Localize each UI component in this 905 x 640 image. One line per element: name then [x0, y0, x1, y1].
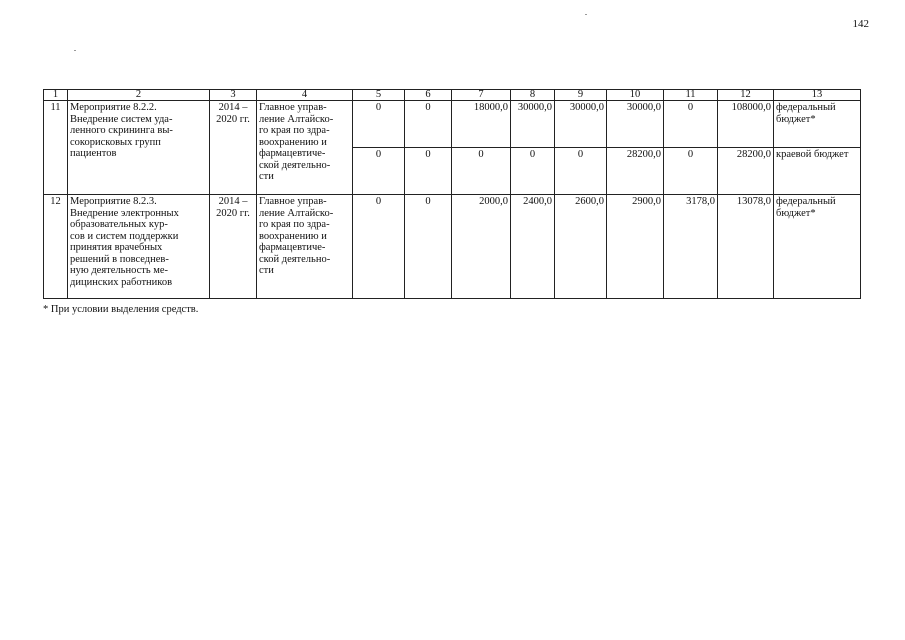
value-col-11: 0	[664, 101, 718, 148]
funding-source-line: федеральный	[776, 196, 836, 207]
value-col-6: 0	[405, 148, 452, 195]
column-number: 7	[452, 90, 511, 101]
column-number: 2	[68, 90, 210, 101]
row-number: 12	[44, 195, 68, 299]
executor-line: ской деятельно-	[259, 253, 331, 265]
funding-source	[774, 101, 861, 148]
measure-description	[68, 195, 210, 299]
value-col-5: 0	[353, 148, 405, 195]
value-col-12: 28200,0	[718, 148, 774, 195]
executor-line: ской деятельно-	[259, 159, 331, 171]
column-number: 9	[555, 90, 607, 101]
funding-source-line: краевой бюджет	[776, 149, 849, 160]
measure-line: Внедрение электронных	[70, 207, 179, 219]
value-col-11: 3178,0	[664, 195, 718, 299]
measure-line: решений в повседнев-	[70, 253, 169, 265]
measure-line: пациентов	[70, 148, 117, 159]
column-number-row	[44, 90, 861, 101]
executor-line: ление Алтайско-	[259, 113, 334, 125]
scan-speck	[585, 14, 587, 15]
value-col-7: 2000,0	[452, 195, 511, 299]
value-col-7: 18000,0	[452, 101, 511, 148]
executor-line: Главное управ-	[259, 196, 327, 207]
value-col-12: 13078,0	[718, 195, 774, 299]
measure-line: ленного скрининга вы-	[70, 125, 173, 136]
measure-line: ную деятельность ме-	[70, 265, 169, 276]
measure-line: Внедрение систем уда-	[70, 113, 173, 125]
value-col-10: 28200,0	[607, 148, 664, 195]
executor-line: ление Алтайско-	[259, 207, 334, 219]
value-col-11: 0	[664, 148, 718, 195]
value-col-6: 0	[405, 101, 452, 148]
value-col-10: 30000,0	[607, 101, 664, 148]
column-number: 11	[664, 90, 718, 101]
funding-source	[774, 148, 861, 195]
executor-line: го края по здра-	[259, 219, 330, 230]
period-line: 2014 –	[218, 196, 248, 207]
page-number: 142	[852, 18, 869, 30]
column-number: 6	[405, 90, 452, 101]
value-col-5: 0	[353, 195, 405, 299]
measure-line: сов и систем поддержки	[70, 230, 179, 242]
value-col-12: 108000,0	[718, 101, 774, 148]
executor-line: сти	[259, 171, 274, 182]
executor-line: фармацевтиче-	[259, 242, 326, 253]
funding-source	[774, 195, 861, 299]
value-col-9: 0	[555, 148, 607, 195]
executor-line: сти	[259, 265, 274, 276]
period-line: 2020 гг.	[216, 207, 250, 219]
executor-line: го края по здра-	[259, 125, 330, 136]
funding-source-line: бюджет*	[776, 207, 816, 219]
column-number: 13	[774, 90, 861, 101]
table-row	[44, 195, 861, 299]
table-row	[44, 101, 861, 148]
column-number: 4	[257, 90, 353, 101]
value-col-5: 0	[353, 101, 405, 148]
period-line: 2020 гг.	[216, 113, 250, 125]
measure-line: образовательных кур-	[70, 219, 168, 230]
column-number: 8	[511, 90, 555, 101]
measure-line: Мероприятие 8.2.2.	[70, 102, 157, 113]
implementation-period	[210, 195, 257, 299]
executor-line: воохранению и	[259, 136, 327, 148]
value-col-8: 2400,0	[511, 195, 555, 299]
value-col-7: 0	[452, 148, 511, 195]
funding-table	[43, 89, 861, 299]
funding-source-line: федеральный	[776, 102, 836, 113]
value-col-9: 2600,0	[555, 195, 607, 299]
column-number: 1	[44, 90, 68, 101]
footnote: * При условии выделения средств.	[43, 304, 199, 315]
column-number: 10	[607, 90, 664, 101]
column-number: 12	[718, 90, 774, 101]
implementation-period	[210, 101, 257, 195]
column-number: 3	[210, 90, 257, 101]
value-col-10: 2900,0	[607, 195, 664, 299]
measure-line: дицинских работников	[70, 276, 173, 288]
column-number: 5	[353, 90, 405, 101]
scan-speck	[74, 50, 76, 51]
executor-line: Главное управ-	[259, 102, 327, 113]
value-col-8: 0	[511, 148, 555, 195]
measure-description	[68, 101, 210, 195]
value-col-6: 0	[405, 195, 452, 299]
value-col-9: 30000,0	[555, 101, 607, 148]
executor	[257, 101, 353, 195]
measure-line: принятия врачебных	[70, 242, 163, 253]
measure-line: Мероприятие 8.2.3.	[70, 196, 157, 207]
value-col-8: 30000,0	[511, 101, 555, 148]
executor-line: фармацевтиче-	[259, 148, 326, 159]
funding-source-line: бюджет*	[776, 113, 816, 125]
executor	[257, 195, 353, 299]
executor-line: воохранению и	[259, 230, 327, 242]
period-line: 2014 –	[218, 102, 248, 113]
row-number: 11	[44, 101, 68, 195]
measure-line: сокорисковых групп	[70, 136, 161, 148]
